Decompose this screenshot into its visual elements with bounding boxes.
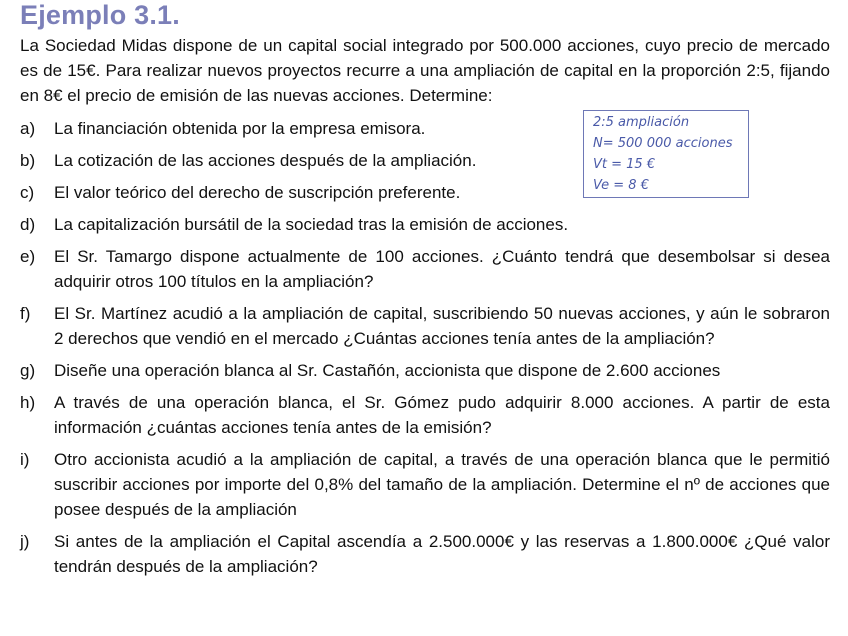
item-marker: d)	[20, 215, 36, 234]
item-marker: j)	[20, 532, 30, 551]
note-line: N= 500 000 acciones	[593, 136, 733, 151]
intro-paragraph: La Sociedad Midas dispone de un capital social integrado por 500.000 acciones, cuyo precio de mercado es de 15€. Para realizar nuevos proyectos recurre a una ampliación de capital en la proporción 2:5, fijando en 8€ el precio de emisión de las nuevas acciones. Determine:	[20, 36, 830, 105]
item-marker: e)	[20, 247, 36, 266]
list-item-d	[20, 212, 830, 237]
item-marker: h)	[20, 393, 36, 412]
item-marker: c)	[20, 183, 35, 202]
item-marker: i)	[20, 450, 30, 469]
list-item-f	[20, 301, 830, 351]
list-item-j	[20, 529, 830, 579]
list-item-g	[20, 358, 830, 383]
item-text: El Sr. Tamargo dispone actualmente de 100 acciones. ¿Cuánto tendrá que desembolsar si desea adquirir otros 100 títulos en la ampliación?	[54, 247, 830, 291]
note-line: Ve = 8 €	[593, 178, 649, 193]
item-text: La financiación obtenida por la empresa emisora.	[54, 119, 426, 138]
note-line: Vt = 15 €	[593, 157, 656, 172]
item-text: Diseñe una operación blanca al Sr. Castañón, accionista que dispone de 2.600 acciones	[54, 361, 721, 380]
item-text: A través de una operación blanca, el Sr. Gómez pudo adquirir 8.000 acciones. A partir de esta información ¿cuántas acciones tenía antes de la emisión?	[54, 393, 830, 437]
item-marker: f)	[20, 304, 31, 323]
list-item-e	[20, 244, 830, 294]
list-item-h	[20, 390, 830, 440]
item-marker: g)	[20, 361, 36, 380]
item-marker: b)	[20, 151, 36, 170]
item-text: Otro accionista acudió a la ampliación de capital, a través de una operación blanca que le permitió suscribir acciones por importe del 0,8% del tamaño de la ampliación. Determine el nº de acciones que posee después de la ampliación	[54, 450, 830, 519]
item-marker: a)	[20, 119, 36, 138]
item-text: El Sr. Martínez acudió a la ampliación de capital, suscribiendo 50 nuevas acciones, y aún le sobraron 2 derechos que vendió en el mercado ¿Cuántas acciones tenía antes de la ampliación?	[54, 304, 830, 348]
item-text: La capitalización bursátil de la sociedad tras la emisión de acciones.	[54, 215, 569, 234]
list-item-i	[20, 447, 830, 522]
item-text: La cotización de las acciones después de la ampliación.	[54, 151, 477, 170]
item-text: Si antes de la ampliación el Capital ascendía a 2.500.000€ y las reservas a 1.800.000€ ¿Qué valor tendrán después de la ampliación?	[54, 532, 830, 576]
item-text: El valor teórico del derecho de suscripción preferente.	[54, 183, 461, 202]
page-title: Ejemplo 3.1.	[20, 0, 180, 30]
handwritten-note-box	[583, 110, 749, 198]
note-line: 2:5 ampliación	[593, 115, 690, 130]
